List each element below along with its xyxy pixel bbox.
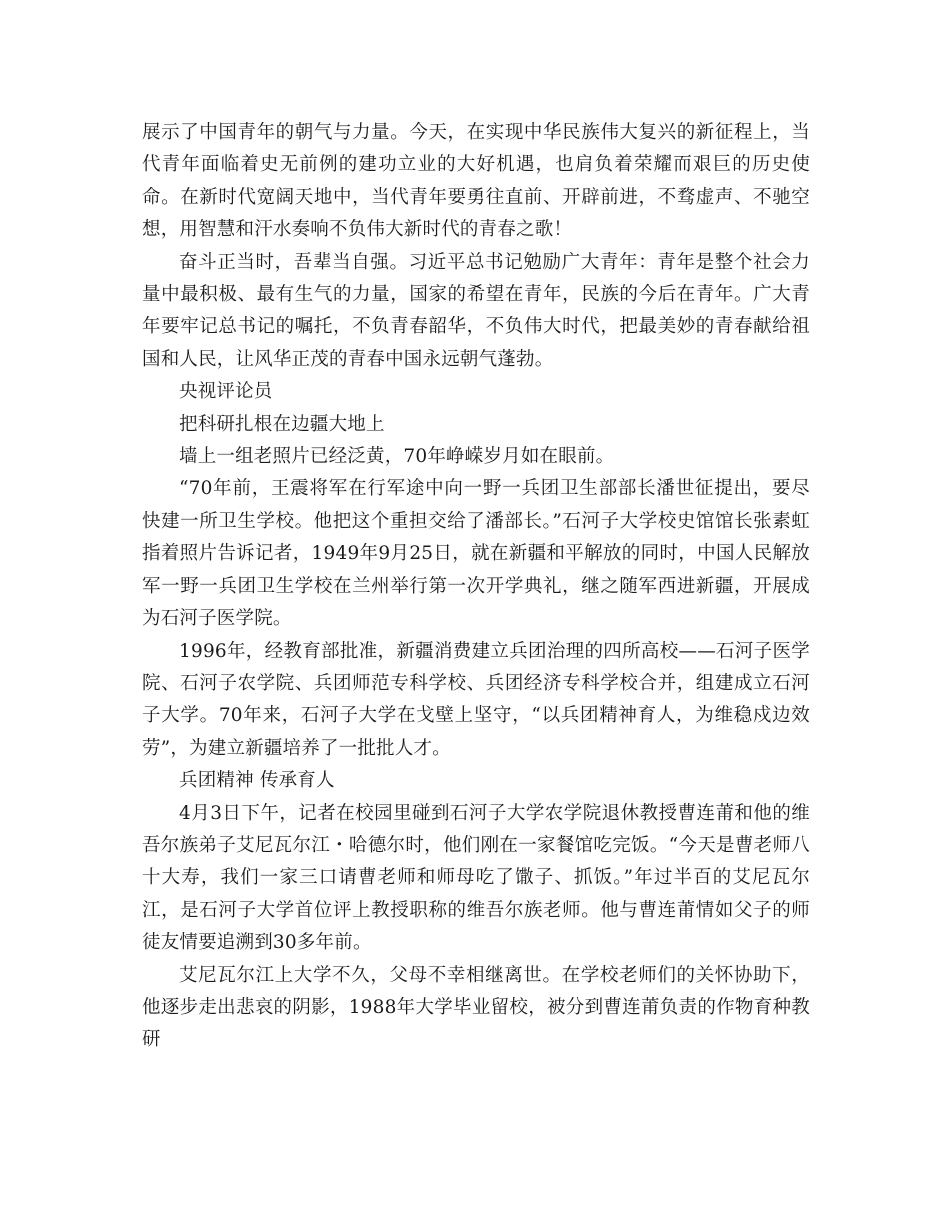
byline: 央视评论员 — [179, 381, 273, 403]
paragraph-6: 4月3日下午，记者在校园里碰到石河子大学农学院退休教授曹连莆和他的维吾尔族弟子艾尼瓦尔江・哈德尔时，他们刚在一家餐馆吃完饭。“今天是曹老师八十大寿，我们一家三口请曹老师和师母吃了馓子、抓饭。”年过半百的艾尼瓦尔江，是石河子大学首位评上教授职称的维吾尔族老师。他与曹连莆情如父子的师徒友情要追溯到30多年前。 — [142, 802, 810, 954]
paragraph-2: 奋斗正当时，吾辈当自强。习近平总书记勉励广大青年：青年是整个社会力量中最积极、最有生气的力量，国家的希望在青年，民族的今后在青年。广大青年要牢记总书记的嘱托，不负青春韶华，不负伟大时代，把最美妙的青春献给祖国和人民，让风华正茂的青春中国永远朝气蓬勃。 — [142, 251, 810, 370]
paragraph-4: “70年前，王震将军在行军途中向一野一兵团卫生部部长潘世征提出，要尽快建一所卫生学校。他把这个重担交给了潘部长。”石河子大学校史馆馆长张素虹指着照片告诉记者，1949年9月25日，就在新疆和平解放的同时，中国人民解放军一野一兵团卫生学校在兰州举行第一次开学典礼，继之随军西进新疆，开展成为石河子医学院。 — [142, 478, 810, 630]
subsection-title: 兵团精神 传承育人 — [179, 770, 335, 792]
paragraph-3: 墙上一组老照片已经泛黄，70年峥嵘岁月如在眼前。 — [179, 446, 615, 468]
paragraph-5: 1996年，经教育部批准，新疆消费建立兵团治理的四所高校——石河子医学院、石河子农学院、兵团师范专科学校、兵团经济专科学校合并，组建成立石河子大学。70年来，石河子大学在戈壁上坚守，“以兵团精神育人，为维稳戍边效劳”，为建立新疆培养了一批批人才。 — [142, 640, 810, 759]
paragraph-1: 展示了中国青年的朝气与力量。今天，在实现中华民族伟大复兴的新征程上，当代青年面临着史无前例的建功立业的大好机遇，也肩负着荣耀而艰巨的历史使命。在新时代宽阔天地中，当代青年要勇往直前、开辟前进，不骛虚声、不驰空想，用智慧和汗水奏响不负伟大新时代的青春之歌！ — [142, 122, 810, 241]
paragraph-7: 艾尼瓦尔江上大学不久，父母不幸相继离世。在学校老师们的关怀协助下，他逐步走出悲哀的阴影，1988年大学毕业留校，被分到曹连莆负责的作物育种教研 — [142, 964, 810, 1051]
section-title: 把科研扎根在边疆大地上 — [179, 413, 385, 435]
document-body — [142, 117, 810, 1057]
